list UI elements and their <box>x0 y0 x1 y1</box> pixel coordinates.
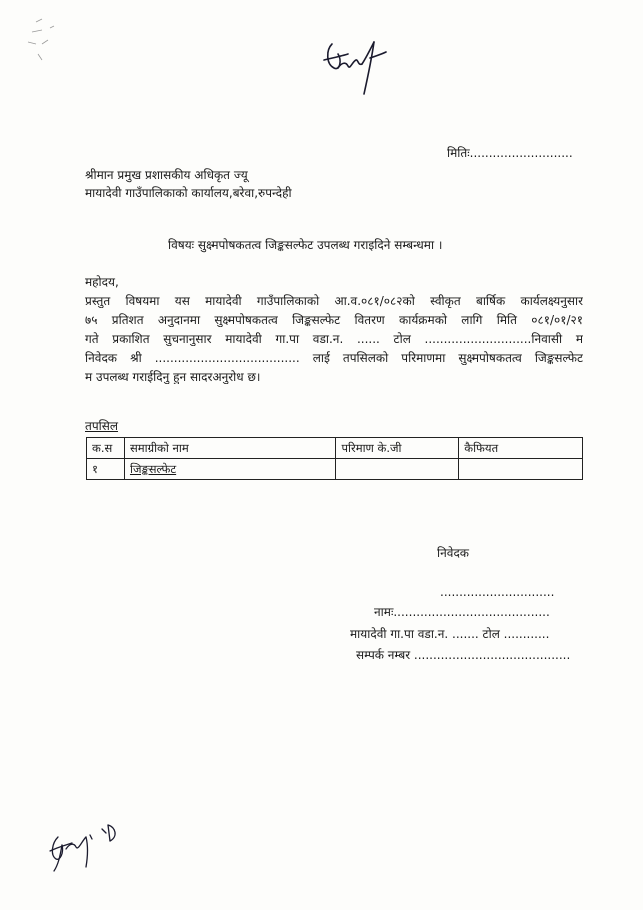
body-line-5: म उपलब्ध गराईदिनु हुन सादरअनुरोध छ। <box>85 370 261 384</box>
table-header-row <box>87 438 583 459</box>
cell-serial: १ <box>87 459 125 480</box>
date-field: मितिः........................... <box>447 146 573 160</box>
scan-corner-marks <box>22 14 70 70</box>
body-line-4: निवेदक श्री ...................................... लाई तपसिलको परिमाणमा सुक्ष्मपोषकतत्व जिङ्कसल्फेट <box>85 351 583 365</box>
header-quantity: परिमाण के.जी <box>336 438 459 459</box>
table-row <box>87 459 583 480</box>
body-line-3: गते प्रकाशित सुचनानुसार मायादेवी गा.पा वडा.न. ...... टोल ............................निवासी म <box>85 332 583 346</box>
bottom-signature <box>44 815 124 873</box>
cell-item-name: जिङ्कसल्फेट <box>124 459 336 480</box>
addressee-line-1: श्रीमान प्रमुख प्रशासकीय अधिकृत ज्यू <box>85 168 248 182</box>
body-line-2: ७५ प्रतिशत अनुदानमा सुक्ष्मपोषकतत्व जिङ्कसल्फेट वितरण कार्यक्रमको लागि मिति ०८१/०१/२१ <box>85 313 583 327</box>
subject-line: विषयः सुक्ष्मपोषकतत्व जिङ्कसल्फेट उपलब्ध गराइदिने सम्बन्धमा । <box>168 238 443 252</box>
cell-quantity <box>336 459 459 480</box>
applicant-contact-line: सम्पर्क नम्बर ......................................... <box>356 648 571 662</box>
body-line-1: प्रस्तुत विषयमा यस मायादेवी गाउँपालिकाको आ.व.०८१/०८२को स्वीकृत बार्षिक कार्यलक्ष्यनुसार <box>85 294 583 308</box>
header-remarks: कैफियत <box>459 438 583 459</box>
applicant-name-line: नामः......................................... <box>374 605 550 619</box>
applicant-label: निवेदक <box>437 546 470 560</box>
applicant-sign-line: .............................. <box>440 585 555 599</box>
item-table <box>86 437 583 480</box>
header-serial: क.स <box>87 438 125 459</box>
table-title: तपसिल <box>85 419 119 433</box>
header-item-name: समाग्रीको नाम <box>124 438 336 459</box>
applicant-address-line: मायादेवी गा.पा वडा.न. ....... टोल ............ <box>350 627 550 641</box>
addressee-line-2: मायादेवी गाउँपालिकाको कार्यालय,बरेवा,रुपन्देही <box>85 186 292 200</box>
top-signature <box>318 32 388 98</box>
salutation: महोदय, <box>85 275 119 289</box>
cell-remarks <box>459 459 583 480</box>
